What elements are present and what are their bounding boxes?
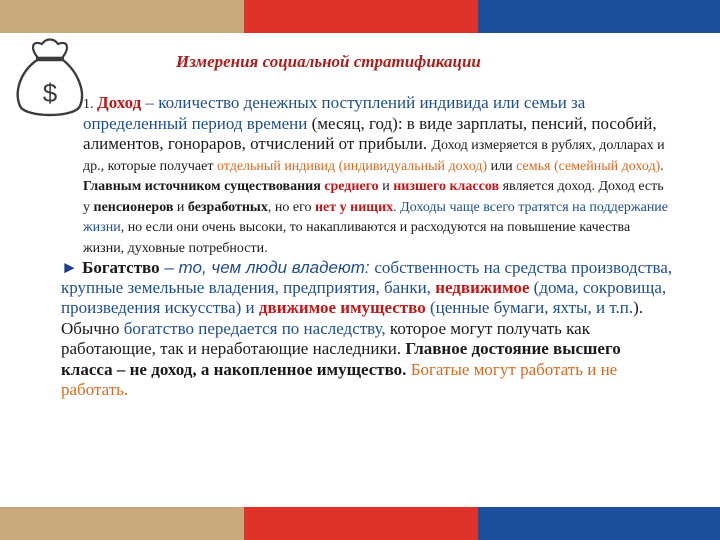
top-stripe [0, 0, 720, 33]
wealth-realty-examples: (дома, сокровища, произведения искусства) и [61, 277, 667, 318]
middle-class: среднего [324, 179, 379, 195]
income-rest: , но если они очень высоки, то накапливаются и расходуются на повышение качества жизни, духовные потребности. [83, 220, 631, 256]
income-paragraph [61, 93, 673, 258]
top-stripe-tan [0, 0, 244, 33]
wealth-movable-examples: (ценные бумаги, яхты, и т.п. [425, 298, 634, 318]
not-poor: нет у нищих [314, 199, 394, 215]
wealth-list: собственность на средства производства, крупные земельные владения, предприятия, банки, [61, 257, 673, 297]
currency-symbol: $ [42, 78, 58, 108]
wealth-close: ). Обычно [61, 298, 643, 338]
income-individual: отдельный индивид (индивидуальный доход) [216, 158, 488, 174]
unemployed: безработных [187, 199, 268, 215]
wealth-inherited-rest: которое могут получать как работающие, так и неработающие наследники. [61, 318, 590, 359]
bottom-stripe [0, 507, 720, 540]
income-and: и [378, 179, 394, 195]
wealth-term: Богатство [82, 257, 160, 277]
wealth-realty: недвижимое [435, 277, 530, 297]
income-is-income: является доход. Доход есть у [83, 179, 664, 215]
wealth-definition: – то, чем люди владеют: [159, 257, 375, 277]
arrow-icon: ► [61, 257, 83, 277]
income-and2: и [173, 199, 188, 215]
income-family: семья (семейный доход) [516, 158, 661, 174]
income-period: (месяц, год): в виде зарплаты, пенсий, пособий, алиментов, гонораров, отчислений от прибыли. [83, 113, 657, 153]
pensioners: пенсионеров [93, 199, 174, 215]
wealth-main-asset: Главное достояние высшего класса – не доход, а накопленное имущество. [61, 339, 621, 379]
income-term: Доход [97, 93, 142, 112]
bottom-stripe-red [244, 507, 478, 540]
income-dot: . [660, 158, 664, 174]
income-spent: . Доходы чаще всего тратятся на поддержание жизни [83, 199, 669, 236]
income-measure: Доход измеряется в рублях, долларах и др., которые получает [83, 138, 665, 174]
wealth-movable: движимое имущество [258, 298, 426, 318]
income-main-source: Главным источником существования [83, 179, 325, 195]
income-definition: – количество денежных поступлений индивида или семьи за определенный период времени [83, 93, 586, 133]
wealth-paragraph [61, 258, 673, 401]
bottom-stripe-blue [478, 507, 720, 540]
wealth-rich-can: Богатые могут работать и не работать. [61, 359, 618, 399]
income-but: , но его [267, 199, 315, 215]
top-stripe-blue [478, 0, 720, 33]
bottom-stripe-tan [0, 507, 244, 540]
slide-title: Измерения социальной стратификации [176, 52, 481, 71]
income-or: или [487, 158, 517, 174]
lower-class: низшего классов [393, 179, 500, 195]
wealth-inherited: богатство передается по наследству, [123, 318, 386, 338]
top-stripe-red [244, 0, 478, 33]
slide-body [61, 93, 673, 400]
income-number: 1. [83, 97, 97, 112]
